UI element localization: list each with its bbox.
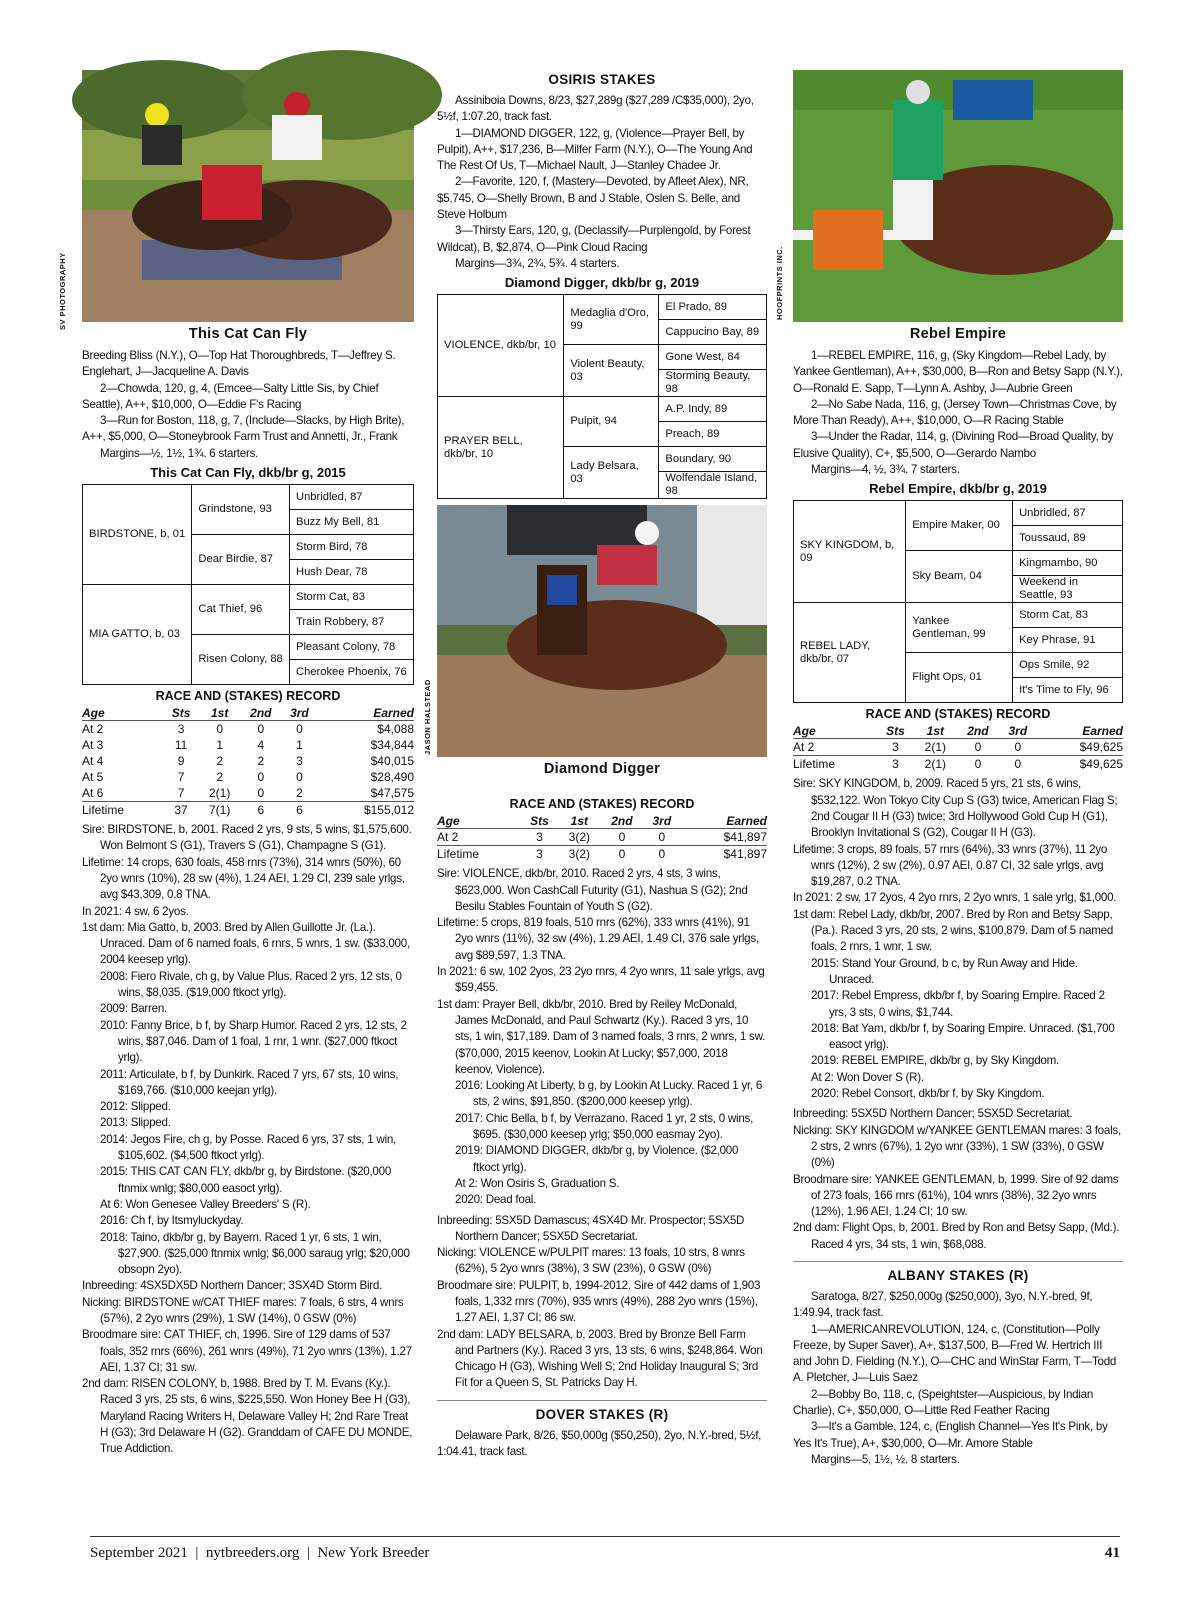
ped-g3: Storm Cat, 83: [289, 585, 413, 610]
column-right: [775, 70, 1123, 1468]
record-cell: 2(1): [914, 756, 957, 773]
ped-g3: Ops Smile, 92: [1013, 653, 1123, 678]
text-paragraph: 2013: Slipped.: [100, 1116, 171, 1130]
record-header-cell: 3rd: [281, 706, 317, 721]
breeding-paragraphs: [82, 1278, 414, 1457]
record-cell: At 4: [82, 754, 104, 769]
race-record-table: [437, 814, 767, 862]
text-paragraph: Nicking: VIOLENCE w/PULPIT mares: 13 foals, 10 strs, 8 wnrs (62%), 5 2yo wnrs (38%), 3 SW (23%), 0 GSW (0%): [437, 1246, 745, 1276]
ped-g3: Gone West, 84: [659, 345, 767, 370]
record-cell: 3: [296, 754, 303, 769]
divider: [793, 1261, 1123, 1262]
record-cell: 4: [257, 738, 265, 753]
record-cell: $34,844: [370, 738, 414, 753]
text-paragraph: Nicking: SKY KINGDOM w/YANKEE GENTLEMAN mares: 3 foals, 2 strs, 2 wnrs (67%), 1 2yo wnr (33%), 1 SW (33%), 0 GSW (0%): [793, 1123, 1121, 1170]
horse-race-photo: [82, 70, 414, 322]
record-header-cell: 1st: [558, 814, 601, 829]
text-paragraph: 2nd dam: RISEN COLONY, b, 1988. Bred by T. M. Evans (Ky.). Raced 3 yrs, 25 sts, 6 wins, $225,550. Won Honey Bee H (G3), Maryland Racing Writers H, Delaware Valley H; 2nd Rare Treat H (G3); 3rd Delaware H (G2). Granddam of CAFE DU MONDE, True Addiction.: [82, 1377, 413, 1456]
text-paragraph: 2015: Stand Your Ground, b c, by Run Away and Hide. Unraced.: [811, 956, 1078, 986]
record-cell: $49,625: [1079, 740, 1123, 755]
text-paragraph: 1st dam: Mia Gatto, b, 2003. Bred by Allen Guillotte Jr. (La.). Unraced. Dam of 6 named foals, 6 rnrs, 5 wnrs, 1 sw. ($33,000, 2004 keesep yrlg).: [82, 920, 410, 967]
ped-g3: Storm Cat, 83: [1013, 603, 1123, 628]
ped-g3: El Prado, 89: [659, 295, 767, 320]
ped-g3: Storm Bird, 78: [289, 535, 413, 560]
record-cell: 11: [174, 738, 188, 753]
text-paragraph: Sire: BIRDSTONE, b, 2001. Raced 2 yrs, 9 sts, 5 wins, $1,575,600. Won Belmont S (G1), Travers S (G1), Champagne S (G1).: [82, 823, 412, 853]
record-cell: 0: [296, 770, 303, 785]
photo-diamond-digger: [423, 505, 767, 757]
text-paragraph: Sire: VIOLENCE, dkb/br, 2010. Raced 2 yrs, 4 sts, 3 wins, $623,000. Won CashCall Futurity (G1), Nashua S (G2); 2nd Besilu Stables Fountain of Youth S (G2).: [437, 867, 748, 913]
text-paragraph: Broodmare sire: PULPIT, b, 1994-2012. Sire of 442 dams of 1,903 foals, 1,332 rnrs (70%), 935 wnrs (49%), 288 2yo wnrs (15%), 1.27 AEI, 1.37 CI; 86 sw.: [437, 1278, 761, 1325]
stakes-title: DOVER STAKES (R): [535, 1406, 669, 1422]
record-row: [437, 829, 767, 846]
ped-g3: Cappucino Bay, 89: [659, 320, 767, 345]
record-cell: 3: [892, 740, 899, 755]
record-title: RACE AND (STAKES) RECORD: [509, 797, 695, 812]
ped-g3: Toussaud, 89: [1013, 526, 1123, 551]
divider: [437, 1400, 767, 1401]
record-cell: 0: [643, 846, 680, 863]
record-cell: 2: [257, 754, 265, 769]
text-paragraph: In 2021: 4 sw, 6 2yos.: [82, 904, 189, 918]
ped-dam: PRAYER BELL, dkb/br, 10: [438, 397, 564, 499]
record-cell: 0: [658, 830, 666, 845]
text-paragraph: 2008: Fiero Rivale, ch g, by Value Plus. Raced 2 yrs, 12 sts, 0 wins, $8,035. ($19,000 ftkoct yrlg).: [100, 969, 402, 1000]
stakes-title: OSIRIS STAKES: [548, 72, 656, 87]
record-cell: 2(1): [924, 740, 947, 755]
record-header-cell: Earned: [680, 814, 767, 829]
ped-g3: A.P. Indy, 89: [659, 397, 767, 422]
text-paragraph: 2018: Bat Yam, dkb/br f, by Soaring Empire. Unraced. ($1,700 easoct yrlg).: [811, 1021, 1115, 1052]
text-paragraph: At 2: Won Osiris S, Graduation S.: [455, 1176, 620, 1190]
page-number: 41: [1105, 1545, 1120, 1561]
ped-dam: MIA GATTO, b, 03: [83, 585, 192, 685]
ped-sire-dam: Dear Birdie, 87: [192, 535, 290, 585]
result-second: 2—Chowda, 120, g, 4, (Emcee—Salty Little Sis, by Chief Seattle), A++, $10,000, O—Eddie F's Racing: [82, 381, 379, 411]
stakes-info: Delaware Park, 8/26, $50,000g ($50,250), 2yo, N.Y.-bred, 5½f, 1:04.41, track fast.: [437, 1428, 762, 1459]
record-cell: 0: [999, 756, 1036, 773]
ped-g3: Wolfendale Island, 98: [659, 472, 767, 499]
record-header-cell: Sts: [877, 724, 914, 739]
record-title: RACE AND (STAKES) RECORD: [865, 707, 1051, 722]
text-paragraph: At 6: Won Genesee Valley Breeders' S (R).: [100, 1197, 311, 1211]
record-cell: 2(1): [208, 786, 231, 801]
text-paragraph: Inbreeding: 5SX5D Northern Dancer; 5SX5D Secretariat.: [793, 1107, 1073, 1121]
record-cell: 0: [974, 740, 982, 755]
ped-g3: Preach, 89: [659, 422, 767, 447]
stakes-title: ALBANY STAKES (R): [887, 1267, 1029, 1283]
record-cell: 0: [601, 846, 644, 863]
text-paragraph: In 2021: 2 sw, 17 2yos, 4 2yo rnrs, 2 2yo wnrs, 1 sale yrlg, $1,000.: [793, 891, 1117, 905]
ped-g3: Cherokee Phoenix, 76: [289, 660, 413, 685]
record-header-cell: Earned: [1036, 724, 1123, 739]
record-cell: 2: [216, 770, 223, 785]
result-first: Breeding Bliss (N.Y.), O—Top Hat Thoroughbreds, T—Jeffrey S. Englehart, J—Jacqueline A. Davis: [82, 349, 396, 379]
record-cell: 0: [957, 756, 1000, 773]
footer-text: September 2021 | nytbreeders.org | New York Breeder: [90, 1545, 430, 1561]
record-cell: 1: [216, 738, 223, 753]
record-cell: 9: [177, 754, 185, 769]
ped-sire: SKY KINGDOM, b, 09: [794, 501, 906, 603]
photo-caption: This Cat Can Fly: [188, 326, 308, 342]
result-third: 3—Under the Radar, 114, g, (Divining Rod—Broad Quality, by Elusive Quality), C+, $5,500, O—Gerardo Nambo: [793, 430, 1114, 460]
column-middle: [423, 70, 767, 1460]
result-third: 3—Thirsty Ears, 120, g, (Declassify—Purplengold, by Forest Wildcat), B, $2,874, O—Pink Cloud Racing: [437, 224, 751, 254]
sire-paragraphs: [437, 866, 767, 1078]
record-cell: 0: [257, 786, 265, 801]
record-header-cell: Age: [793, 724, 877, 739]
record-header-cell: Sts: [163, 706, 199, 721]
produce-list: [793, 956, 1123, 1103]
record-lifetime-row: [437, 846, 767, 863]
ped-sire-dam: Sky Beam, 04: [906, 551, 1013, 603]
record-header-cell: Age: [437, 814, 521, 829]
record-header-cell: 3rd: [643, 814, 680, 829]
ped-dam-sire: Yankee Gentleman, 99: [906, 603, 1013, 653]
ped-sire: VIOLENCE, dkb/br, 10: [438, 295, 564, 397]
result-second: 2—Bobby Bo, 118, c, (Speightster—Auspicious, by Indian Charlie), C+, $50,000, O—Little Red Feather Racing: [793, 1387, 1094, 1418]
record-cell: 0: [618, 830, 626, 845]
ped-sire: BIRDSTONE, b, 01: [83, 485, 192, 585]
record-cell: 7(1): [199, 802, 240, 819]
record-cell: 37: [163, 802, 199, 819]
ped-sire-dam: Violent Beauty, 03: [564, 345, 659, 397]
text-paragraph: 2012: Slipped.: [100, 1100, 171, 1114]
record-title: RACE AND (STAKES) RECORD: [155, 689, 341, 704]
ped-g3: Kingmambo, 90: [1013, 551, 1123, 576]
text-paragraph: Nicking: BIRDSTONE w/CAT THIEF mares: 7 foals, 6 strs, 4 wnrs (57%), 2 2yo wnrs (29%), 1 SW (14%), 0 GSW (0%): [82, 1295, 404, 1325]
text-paragraph: 2015: THIS CAT CAN FLY, dkb/br g, by Birdstone. ($20,000 ftnmix wnlg; $80,000 easoct yrlg).: [100, 1165, 392, 1195]
record-cell: $155,012: [317, 802, 414, 819]
ped-dam-dam: Flight Ops, 01: [906, 653, 1013, 703]
ped-dam-sire: Cat Thief, 96: [192, 585, 290, 635]
text-paragraph: 2016: Ch f, by Itsmyluckyday.: [100, 1214, 244, 1228]
text-paragraph: At 2: Won Dover S (R).: [811, 1070, 924, 1084]
record-header-cell: 1st: [199, 706, 240, 721]
record-cell: At 3: [82, 738, 104, 753]
record-header-cell: Earned: [317, 706, 414, 721]
margins: Margins—3¾, 2¾, 5¾. 4 starters.: [455, 256, 620, 270]
pedigree-title: Rebel Empire, dkb/br g, 2019: [869, 481, 1047, 497]
record-cell: 0: [257, 722, 265, 737]
pedigree-table: [793, 500, 1123, 703]
pedigree-table: [437, 294, 767, 499]
record-cell: 3: [177, 722, 185, 737]
record-row: [793, 739, 1123, 756]
record-cell: $28,490: [370, 770, 414, 785]
ped-g3: Boundary, 90: [659, 447, 767, 472]
ped-g3: Weekend in Seattle, 93: [1013, 576, 1123, 603]
record-cell: At 6: [82, 786, 104, 801]
record-cell: 0: [216, 722, 223, 737]
column-left: [58, 70, 414, 1458]
record-row: [82, 769, 414, 785]
record-header-cell: 3rd: [999, 724, 1036, 739]
record-header-cell: 1st: [914, 724, 957, 739]
text-paragraph: Lifetime: 5 crops, 819 foals, 510 rnrs (62%), 333 wnrs (41%), 91 2yo wnrs (11%), 32 sw (4%), 1.29 AEI, 1.49 CI, 376 sale yrlgs, avg $89,597, 1.3 TNA.: [437, 916, 759, 962]
record-cell: $41,897: [723, 830, 767, 845]
ped-sire-sire: Empire Maker, 00: [906, 501, 1013, 551]
result-first: 1—DIAMOND DIGGER, 122, g, (Violence—Prayer Bell, by Pulpit), A++, $17,236, B—Milfer Farm (N.Y.), O—The Young And The Rest Of Us, T—Michael Nault, J—Stanley Chadee Jr.: [437, 126, 753, 173]
text-paragraph: 2nd dam: LADY BELSARA, b, 2003. Bred by Bronze Bell Farm and Partners (Ky.). Raced 3 yrs, 13 sts, 6 wins, $248,864. Won Chicago H (G3), Wishing Well S; 2nd Holiday Inaugural S; 3rd Fit for a Queen S, St. Patricks Day H.: [437, 1327, 763, 1390]
record-cell: Lifetime: [793, 756, 877, 773]
photo-credit: SV PHOTOGRAPHY: [58, 252, 67, 330]
record-cell: $4,088: [377, 722, 414, 737]
ped-g3: Unbridled, 87: [1013, 501, 1123, 526]
text-paragraph: 2009: Barren.: [100, 1002, 168, 1016]
text-paragraph: 2017: Rebel Empress, dkb/br f, by Soaring Empire. Raced 2 yrs, 3 sts, 0 wins, $1,744.: [811, 989, 1105, 1019]
sire-paragraphs: [82, 822, 414, 969]
text-paragraph: 1st dam: Prayer Bell, dkb/br, 2010. Bred by Reiley McDonald, James McDonald, and Paul Schwartz (Ky.). Raced 3 yrs, 10 sts, 1 win, $17,189. Dam of 3 named foals, 3 rnrs, 2 wnrs, 1 sw. ($70,000, 2015 keenov, Lookin At Lucky; $57,000, 2018 keenov, Violence).: [437, 997, 766, 1076]
ped-dam-dam: Lady Belsara, 03: [564, 447, 659, 499]
ped-dam-sire: Pulpit, 94: [564, 397, 659, 447]
record-cell: $40,015: [370, 754, 414, 769]
ped-g3: It's Time to Fly, 96: [1013, 678, 1123, 703]
text-paragraph: 2nd dam: Flight Ops, b, 2001. Bred by Ron and Betsy Sapp, (Md.). Raced 4 yrs, 34 sts, 1 win, $68,088.: [793, 1221, 1120, 1251]
page-footer: [90, 1536, 1120, 1562]
record-cell: At 2: [437, 830, 459, 845]
text-paragraph: 1st dam: Rebel Lady, dkb/br, 2007. Bred by Ron and Betsy Sapp, (Pa.). Raced 3 yrs, 20 sts, 2 wins, $100,879. Dam of 5 named foals, 2 rnrs, 1 wnr, 1 sw.: [793, 907, 1114, 954]
text-paragraph: 2018: Taino, dkb/br g, by Bayern. Raced 1 yr, 6 sts, 1 win, $27,900. ($25,000 ftnmix wnlg; $6,000 saraug yrlg; $20,000 obsopn 2yo).: [100, 1230, 410, 1277]
pedigree-table: [82, 484, 414, 685]
ped-g3: Unbridled, 87: [289, 485, 413, 510]
record-cell: 6: [281, 802, 317, 819]
text-paragraph: Inbreeding: 4SX5DX5D Northern Dancer; 3SX4D Storm Bird.: [82, 1279, 383, 1293]
text-paragraph: 2010: Fanny Brice, b f, by Sharp Humor. Raced 2 yrs, 12 sts, 2 wins, $87,046. Dam of 1 foal, 1 rnr, 1 wnr. ($27,000 ftkoct yrlg).: [100, 1018, 407, 1065]
margins: Margins—4, ½, 3¾. 7 starters.: [811, 463, 960, 477]
produce-list: [437, 1078, 767, 1208]
record-cell: 1: [296, 738, 303, 753]
ped-sire-sire: Grindstone, 93: [192, 485, 290, 535]
text-paragraph: Inbreeding: 5SX5D Damascus; 4SX4D Mr. Prospector; 5SX5D Northern Dancer; 5SX5D Secretariat.: [437, 1213, 745, 1243]
result-first: 1—AMERICANREVOLUTION, 124, c, (Constitution—Polly Freeze, by Super Saver), A+, $137,500, B—Fred W. Hertrich III and John D. Fielding (N.Y.), O—CHC and WinStar Farm, T—Todd A. Pletcher, J—Luis Saez: [793, 1322, 1117, 1385]
ped-g3: Train Robbery, 87: [289, 610, 413, 635]
record-lifetime-row: [82, 802, 414, 819]
ped-g3: Hush Dear, 78: [289, 560, 413, 585]
record-cell: $47,575: [370, 786, 414, 801]
photo-credit: JASON HALSTEAD: [423, 679, 432, 756]
result-first: 1—REBEL EMPIRE, 116, g, (Sky Kingdom—Rebel Lady, by Yankee Gentleman), A++, $30,000, B—Ron and Betsy Sapp (N.Y.), O—Ronald E. Sapp, T—Lynn A. Ashby, J—Aubrie Green: [793, 349, 1123, 395]
sire-paragraphs: [793, 776, 1123, 955]
record-header-cell: Sts: [521, 814, 558, 829]
margins: Margins—½, 1½, 1¾. 6 starters.: [100, 446, 259, 460]
text-paragraph: 2020: Rebel Consort, dkb/br f, by Sky Kingdom.: [811, 1087, 1045, 1101]
record-cell: At 2: [793, 740, 815, 755]
record-row: [82, 737, 414, 753]
record-cell: 7: [177, 786, 185, 801]
text-paragraph: 2016: Looking At Liberty, b g, by Lookin At Lucky. Raced 1 yr, 6 sts, 2 wins, $91,850. ($200,000 keesep yrlg).: [455, 1079, 763, 1109]
photo-caption: Diamond Digger: [543, 761, 661, 778]
race-record-table: [793, 724, 1123, 772]
text-paragraph: Broodmare sire: YANKEE GENTLEMAN, b, 1999. Sire of 92 dams of 273 foals, 166 rnrs (61%), 104 wnrs (38%), 32 2yo wnrs (12%), 1.96 AEI, 1.24 CI; 10 sw.: [793, 1172, 1119, 1219]
ped-dam: REBEL LADY, dkb/br, 07: [794, 603, 906, 703]
breeding-paragraphs: [793, 1106, 1123, 1253]
record-cell: 3: [521, 846, 558, 863]
ped-g3: Pleasant Colony, 78: [289, 635, 413, 660]
text-paragraph: 2011: Articulate, b f, by Dunkirk. Raced 7 yrs, 67 sts, 10 wins, $169,766. ($10,000 keejan yrlg).: [100, 1067, 399, 1097]
result-second: 2—No Sabe Nada, 116, g, (Jersey Town—Christmas Cove, by More Than Ready), A++, $10,000, O—R Racing Stable: [793, 397, 1117, 428]
record-cell: Lifetime: [437, 846, 521, 863]
pedigree-title: This Cat Can Fly, dkb/br g, 2015: [150, 465, 346, 481]
result-second: 2—Favorite, 120, f, (Mastery—Devoted, by Afleet Alex), NR, $5,745, O—Shelly Brown, B and J Stable, Oslen S. Belle, and Steve Holbum: [437, 175, 749, 222]
record-cell: At 5: [82, 770, 104, 785]
record-header-cell: Age: [82, 706, 163, 721]
stakes-info: Assiniboia Downs, 8/23, $27,289g ($27,289 /C$35,000), 2yo, 5½f, 1:07.20, track fast.: [437, 94, 754, 124]
record-header-cell: 2nd: [957, 724, 1000, 739]
record-lifetime-row: [793, 756, 1123, 773]
ped-g3: Storming Beauty, 98: [659, 370, 767, 397]
result-third: 3—Run for Boston, 118, g, 7, (Include—Slacks, by High Brite), A++, $5,000, O—Stoneybrook Farm Trust and Annetti, Jr., Frank: [82, 414, 405, 444]
ped-sire-sire: Medaglia d'Oro, 99: [564, 295, 659, 345]
record-cell: 2: [216, 754, 223, 769]
text-paragraph: Broodmare sire: CAT THIEF, ch, 1996. Sire of 129 dams of 537 foals, 352 rnrs (66%), 261 wnrs (49%), 71 2yo wnrs (13%), 1.27 AEI, 1.37 CI; 31 sw.: [82, 1328, 412, 1374]
produce-list: [82, 969, 414, 1279]
record-header-cell: 2nd: [601, 814, 644, 829]
record-cell: $49,625: [1036, 756, 1123, 773]
pedigree-title: Diamond Digger, dkb/br g, 2019: [504, 275, 700, 291]
horse-race-photo: [437, 505, 767, 757]
record-cell: 0: [257, 770, 265, 785]
text-paragraph: Sire: SKY KINGDOM, b, 2009. Raced 5 yrs, 21 sts, 6 wins, $532,122. Won Tokyo City Cup S (G3) twice, American Flag S; 2nd Cougar II H (G3) twice; 3rd Hollywood Gold Cup H (G1), Brooklyn Invitational S (G2), Cougar II H (G3).: [793, 777, 1118, 840]
photo-credit: HOOFPRINTS INC.: [775, 246, 784, 320]
record-cell: 0: [1014, 740, 1022, 755]
text-paragraph: In 2021: 6 sw, 102 2yos, 23 2yo rnrs, 4 2yo wnrs, 11 sale yrlgs, avg $59,455.: [437, 965, 765, 995]
text-paragraph: 2020: Dead foal.: [455, 1193, 537, 1207]
record-row: [82, 721, 414, 738]
record-header-cell: 2nd: [240, 706, 281, 721]
horse-race-photo: [793, 70, 1123, 322]
record-cell: 3: [877, 756, 914, 773]
margins: Margins—5, 1½, ½. 8 starters.: [811, 1452, 960, 1466]
record-row: [82, 753, 414, 769]
text-paragraph: 2017: Chic Bella, b f, by Verrazano. Raced 1 yr, 2 sts, 0 wins, $695. ($30,000 keesep yrlg; $50,000 easmay 2yo).: [455, 1111, 754, 1142]
record-cell: At 2: [82, 722, 104, 737]
record-cell: 7: [177, 770, 185, 785]
record-cell: 3(2): [568, 830, 591, 845]
text-paragraph: 2014: Jegos Fire, ch g, by Posse. Raced 6 yrs, 37 sts, 1 win, $105,602. ($4,500 ftkoct yrlg).: [100, 1132, 396, 1163]
record-row: [82, 785, 414, 802]
record-cell: 6: [240, 802, 281, 819]
record-cell: 2: [296, 786, 303, 801]
record-cell: $41,897: [680, 846, 767, 863]
record-cell: 3(2): [558, 846, 601, 863]
breeding-paragraphs: [437, 1213, 767, 1392]
photo-this-cat-can-fly: [58, 70, 414, 330]
photo-caption: Rebel Empire: [909, 326, 1007, 342]
text-paragraph: Lifetime: 14 crops, 630 foals, 458 rnrs (73%), 314 wnrs (50%), 60 2yo wnrs (10%), 28 sw (4%), 1.24 AEI, 1.29 CI, 239 sale yrlgs, avg $43,309, 0.8 TNA.: [82, 855, 405, 902]
text-paragraph: 2019: DIAMOND DIGGER, dkb/br g, by Violence. ($2,000 ftkoct yrlg).: [455, 1144, 739, 1174]
record-cell: Lifetime: [82, 802, 163, 819]
ped-g3: Buzz My Bell, 81: [289, 510, 413, 535]
text-paragraph: 2019: REBEL EMPIRE, dkb/br g, by Sky Kingdom.: [811, 1054, 1060, 1068]
photo-rebel-empire: [775, 70, 1123, 322]
ped-g3: Key Phrase, 91: [1013, 628, 1123, 653]
ped-dam-dam: Risen Colony, 88: [192, 635, 290, 685]
text-paragraph: Lifetime: 3 crops, 89 foals, 57 rnrs (64%), 33 wnrs (37%), 11 2yo wnrs (12%), 2 sw (2%), 0.97 AEI, 0.87 CI, 32 sale yrlgs, avg $19,287, 0.2 TNA.: [793, 842, 1108, 889]
race-record-table: [82, 706, 414, 818]
result-third: 3—It's a Gamble, 124, c, (English Channel—Yes It's Pink, by Yes It's True), A+, $30,000, O—Mr. Amore Stable: [793, 1420, 1108, 1450]
stakes-info: Saratoga, 8/27, $250,000g ($250,000), 3yo, N.Y.-bred, 9f, 1:49.94, track fast.: [793, 1289, 1093, 1320]
record-cell: 0: [296, 722, 303, 737]
record-cell: 3: [536, 830, 543, 845]
